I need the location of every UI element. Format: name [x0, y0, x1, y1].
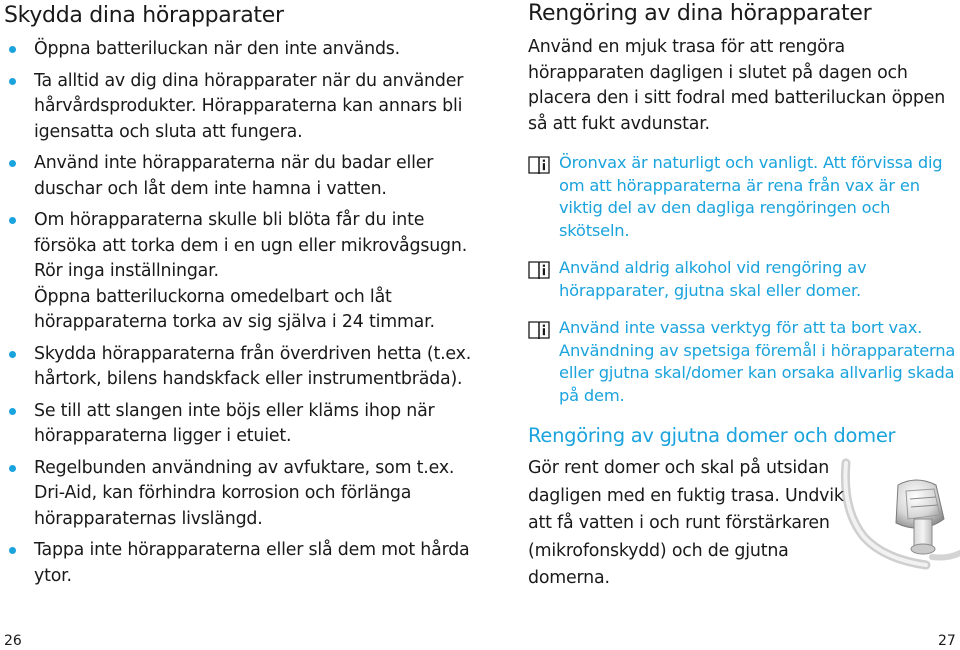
list-item [4, 538, 474, 589]
info-book-icon [528, 320, 550, 340]
bullet-dot-icon [9, 160, 16, 167]
bullet-list [4, 37, 474, 589]
list-item [4, 37, 474, 63]
note-text: Använd inte vassa verktyg för att ta bort vax. Användning av spetsiga föremål i hörapparaterna eller gjutna skal/domer kan orsaka allvarlig skada på dem. [559, 318, 956, 405]
list-item-text: Använd inte hörapparaterna när du badar eller duschar och låt dem inte hamna i vatten. [34, 153, 434, 199]
list-item [4, 456, 474, 533]
list-item-text: Ta alltid av dig dina hörapparater när du använder hårvårdsprodukter. Hörapparaterna kan annars bli igensatta och sluta att fungera. [34, 70, 464, 142]
page-title-left: Skydda dina hörapparater [4, 3, 284, 28]
list-item-text: Se till att slangen inte böjs eller kläms ihop när hörapparaterna ligger i etuiet. [34, 400, 435, 446]
right-page [528, 0, 956, 588]
page-title-right: Rengöring av dina hörapparater [528, 1, 872, 26]
section-subheading: Rengöring av gjutna domer och domer [528, 424, 896, 447]
bullet-dot-icon [9, 46, 16, 53]
list-item-text: Skydda hörapparaterna från överdriven hetta (t.ex. hårtork, bilens handskfack eller instrumentbräda). [34, 343, 472, 389]
bullet-dot-icon [9, 408, 16, 415]
info-note [528, 152, 956, 242]
note-text: Öronvax är naturligt och vanligt. Att förvissa dig om att hörapparaterna är rena från vax är en viktig del av den dagliga rengöringen och skötseln. [559, 153, 943, 240]
domes-paragraph: Gör rent domer och skal på utsidan dagligen med en fuktig trasa. Undvik att få vatten i och runt förstärkaren (mikrofonskydd) och de gjutna domerna. [528, 458, 844, 588]
list-item [4, 208, 474, 336]
list-item-text: Regelbunden användning av avfuktare, som t.ex. Dri-Aid, kan förhindra korrosion och förlänga hörapparaternas livslängd. [34, 457, 455, 529]
page-number-right: 27 [938, 633, 956, 649]
info-note [528, 257, 956, 302]
bullet-dot-icon [9, 465, 16, 472]
list-item [4, 399, 474, 450]
bullet-dot-icon [9, 351, 16, 358]
domes-section [528, 455, 956, 588]
list-item-text: Om hörapparaterna skulle bli blöta får du inte försöka att torka dem i en ugn eller mikrovågsugn. Rör inga inställningar. [34, 210, 468, 281]
page-number-left: 26 [4, 633, 22, 649]
bullet-dot-icon [9, 78, 16, 85]
list-item-text: Öppna batteriluckan när den inte används. [34, 39, 400, 59]
note-text: Använd aldrig alkohol vid rengöring av hörapparater, gjutna skal eller domer. [559, 258, 867, 300]
info-note [528, 317, 956, 407]
list-item [4, 151, 474, 202]
info-book-icon [528, 155, 550, 175]
bullet-dot-icon [9, 217, 16, 224]
list-item [4, 342, 474, 393]
intro-paragraph: Använd en mjuk trasa för att rengöra hörapparaten dagligen i slutet på dagen och placera den i sitt fodral med batteriluckan öppen så att fukt avdunstar. [528, 37, 946, 134]
list-item [4, 69, 474, 146]
list-item-text: Tappa inte hörapparaterna eller slå dem mot hårda ytor. [34, 540, 470, 586]
list-item-extra-text: Öppna batteriluckorna omedelbart och låt hörapparaterna torka av sig själva i 24 timmar. [34, 286, 435, 332]
info-book-icon [528, 260, 550, 280]
left-page [4, 0, 474, 595]
bullet-dot-icon [9, 547, 16, 554]
